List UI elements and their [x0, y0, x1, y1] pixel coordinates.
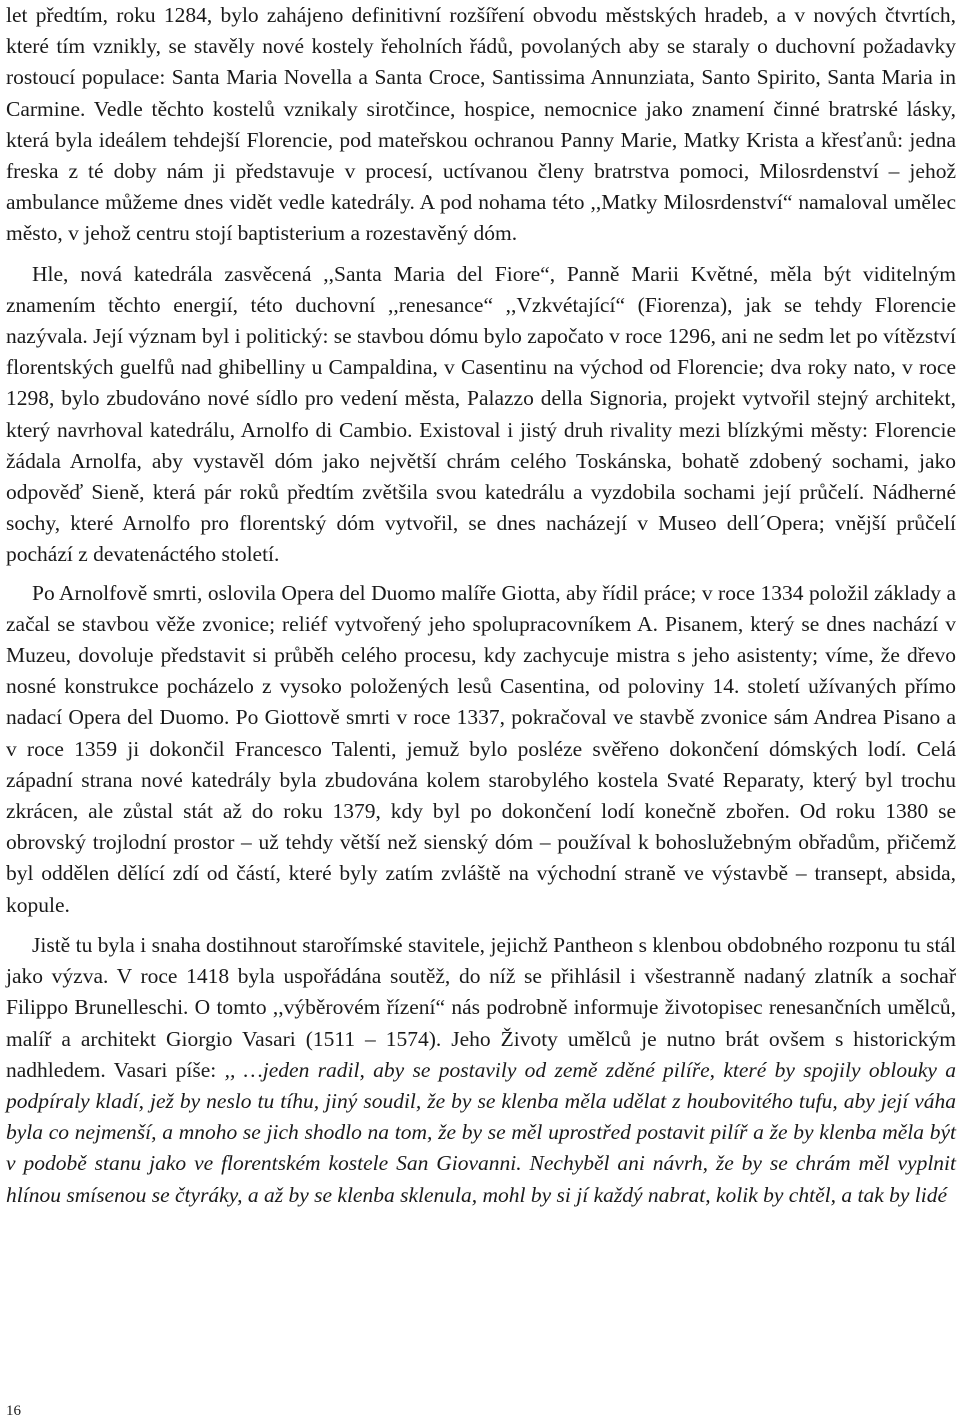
paragraph-4-text: Jistě tu byla i snaha dostihnout starořímské stavitele, jejichž Pantheon s klenbou obdobného rozponu tu stál jako výzva. V roce 1418 byla uspořádána soutěž, do níž se přihlásil i všestranně nadaný zlatník a sochař Filippo Brunelleschi. O tomto ,,výběrovém řízení“ nás podrobně informuje životopisec renesančních umělců, malíř a architekt Giorgio Vasari (1511 – 1574). Jeho Životy umělců je nutno brát ovšem s historickým nadhledem. Vasari píše: — [6, 932, 956, 1082]
document-page — [6, 0, 956, 1211]
paragraph-3: Po Arnolfově smrti, oslovila Opera del Duomo malíře Giotta, aby řídil práce; v roce 1334 položil základy a začal se stavbou věže zvonice; reliéf vytvořený jeho spolupracovníkem A. Pisanem, který se dnes nachází v Muzeu, dovoluje představit si průběh celého procesu, kdy zachycuje mistra s jeho asistenty; víme, že dřevo nosné konstrukce pocházelo z vysoko položených lesů Casentina, od poloviny 14. století užívaných přímo nadací Opera del Duomo. Po Giottově smrti v roce 1337, pokračoval ve stavbě zvonice sám Andrea Pisano a v roce 1359 ji dokončil Francesco Talenti, jemuž bylo posléze svěřeno dokončení dómských lodí. Celá západní strana nové katedrály byla zbudována kolem starobylého kostela Svaté Reparaty, který byl trochu zkrácen, ale zůstal stát až do roku 1379, kdy byl po dokončení lodí konečně zbořen. Od roku 1380 se obrovský trojlodní prostor – už tehdy větší než sienský dóm – používal k bohoslužebným obřadům, přičemž byl oddělen dělící zdí od částí, které byly zatím zvláště na východní straně ve výstavbě – transept, absida, kopule. — [6, 580, 956, 917]
paragraph-1: let předtím, roku 1284, bylo zahájeno definitivní rozšíření obvodu městských hradeb, a v nových čtvrtích, které tím vznikly, se stavěly nové kostely řeholních řádů, povolaných aby se staraly o duchovní požadavky rostoucí populace: Santa Maria Novella a Santa Croce, Santissima Annunziata, Santo Spirito, Santa Maria in Carmine. Vedle těchto kostelů vznikaly sirotčince, hospice, nemocnice jako znamení činné bratrské lásky, která byla ideálem tehdejší Florencie, pod mateřskou ochranou Panny Marie, Matky Krista a křesťanů: jedna freska z té doby nám ji představuje v procesí, uctívanou členy bratrstva pomoci, Milosrdenství – jehož ambulance můžeme dnes vidět vedle katedrály. A pod nohama této ,,Matky Milosrdenství“ namaloval umělec město, v jehož centru stojí baptisterium a rozestavěný dóm. — [6, 3, 956, 246]
paragraph-2: Hle, nová katedrála zasvěcená ,,Santa Maria del Fiore“, Panně Marii Květné, měla být viditelným znamením těchto energií, této duchovní ,,renesance“ ,,Vzkvétající“ (Fiorenza), jak se tehdy Florencie nazývala. Její význam byl i politický: se stavbou dómu bylo započato v roce 1296, ani ne sedm let po vítězství florentských guelfů nad ghibelliny u Campaldina, v Casentinu na východ od Florencie; dva roky nato, v roce 1298, bylo zbudováno nové sídlo pro vedení města, Palazzo della Signoria, projekt vytvořil stejný architekt, který navrhoval katedrálu, Arnolfo di Cambio. Existoval i jistý druh rivality mezi blízkými městy: Florencie žádala Arnolfa, aby vystavěl dóm jako největší chrám celého Toskánska, bohatě zdobený sochami, jako odpověď Sieně, která pár roků předtím zvětšila svou katedrálu a vyzdobila sochami její průčelí. Nádherné sochy, které Arnolfo pro florentský dóm vytvořil, se dnes nacházejí v Museo dell´Opera; vnější průčelí pochází z devatenáctého století. — [6, 261, 956, 567]
page-number: 16 — [6, 1403, 21, 1419]
vasari-quote: ,, …jeden radil, aby se postavily od země zděné pilíře, které by spojily oblouky a podpíraly kladí, jež by neslo tu tíhu, jiný soudil, že by se klenba měla udělat z houbovitého tufu, aby její váha byla co nejmenší, a mnoho se jich shodlo na tom, že by se měl uprostřed postavit pilíř a že by klenba měla být v podobě stanu jako ve florentském kostele San Giovanni. Nechyběl ani návrh, že by se chrám měl vyplnit hlínou smísenou se čtyráky, a až by se klenba sklenula, mohl by si jí každý nabrat, kolik by chtěl, a tak by lidé — [6, 1057, 956, 1207]
paragraph-4 — [6, 930, 956, 1211]
